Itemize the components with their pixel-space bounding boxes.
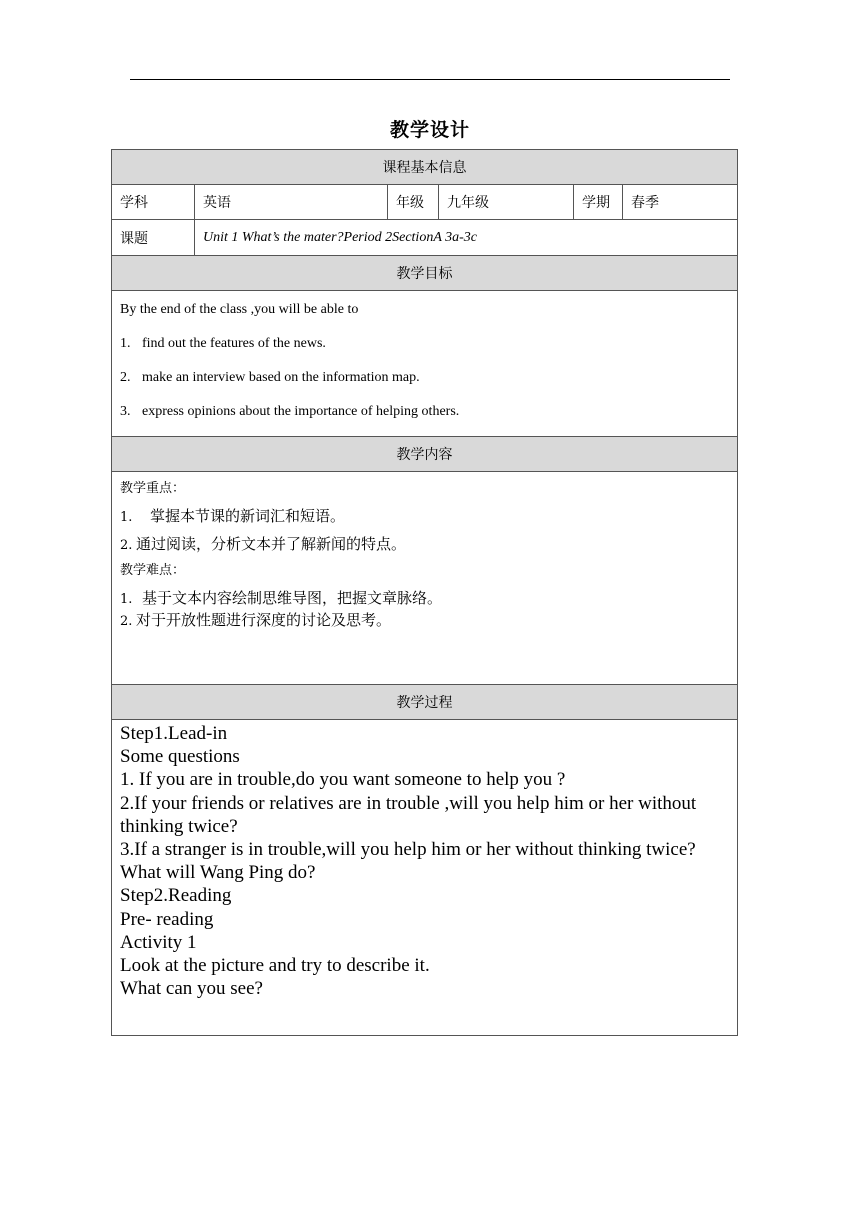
process-line: Step1.Lead-in <box>120 723 228 744</box>
key-points-label: 教学重点： <box>120 481 186 496</box>
difficult-point-item: 1. 基于文本内容绘制思维导图，把握文章脉络。 <box>120 589 443 607</box>
process-line: 3.If a stranger is in trouble,will you help him or her without thinking twice? <box>120 839 696 861</box>
term-label: 学期 <box>574 185 623 220</box>
grade-value: 九年级 <box>439 185 574 220</box>
process-line: Activity 1 <box>120 931 197 953</box>
topic-value: Unit 1 What’s the mater?Period 2SectionA 3a-3c <box>195 220 738 256</box>
process-line: Step2.Reading <box>120 885 232 907</box>
process-line: What can you see? <box>120 978 263 1000</box>
difficult-point-item: 2. 对于开放性题进行深度的讨论及思考。 <box>120 611 392 629</box>
process-cell <box>112 720 738 1036</box>
header-rule <box>130 79 730 80</box>
subject-label: 学科 <box>112 185 195 220</box>
topic-label: 课题 <box>112 220 195 256</box>
subject-value: 英语 <box>195 185 388 220</box>
content-cell <box>112 472 738 685</box>
section-process: 教学过程 <box>112 685 738 720</box>
grade-label: 年级 <box>388 185 439 220</box>
term-value: 春季 <box>623 185 738 220</box>
difficult-points-label: 教学难点： <box>120 563 186 578</box>
objective-item: 1. find out the features of the news. <box>120 336 326 351</box>
process-line: Pre- reading <box>120 908 214 930</box>
key-point-item: 1. 掌握本节课的新词汇和短语。 <box>120 507 346 525</box>
section-objectives: 教学目标 <box>112 256 738 291</box>
process-line: 2.If your friends or relatives are in trouble ,will you help him or her without thinking twice? <box>120 792 697 837</box>
process-line: 1. If you are in trouble,do you want someone to help you ? <box>120 769 566 791</box>
process-line: Some questions <box>120 746 240 768</box>
section-basic-info: 课程基本信息 <box>112 150 738 185</box>
key-point-item: 2. 通过阅读，分析文本并了解新闻的特点。 <box>120 535 407 553</box>
process-line: Look at the picture and try to describe it. <box>120 955 430 977</box>
objective-item: 2. make an interview based on the information map. <box>120 370 420 385</box>
section-content: 教学内容 <box>112 437 738 472</box>
lesson-plan-table <box>111 149 738 1036</box>
objectives-intro: By the end of the class ,you will be able to <box>120 302 359 317</box>
document-title: 教学设计 <box>389 119 470 141</box>
objective-item: 3. express opinions about the importance of helping others. <box>120 404 460 419</box>
process-line: What will Wang Ping do? <box>120 862 316 884</box>
objectives-cell <box>112 291 738 437</box>
